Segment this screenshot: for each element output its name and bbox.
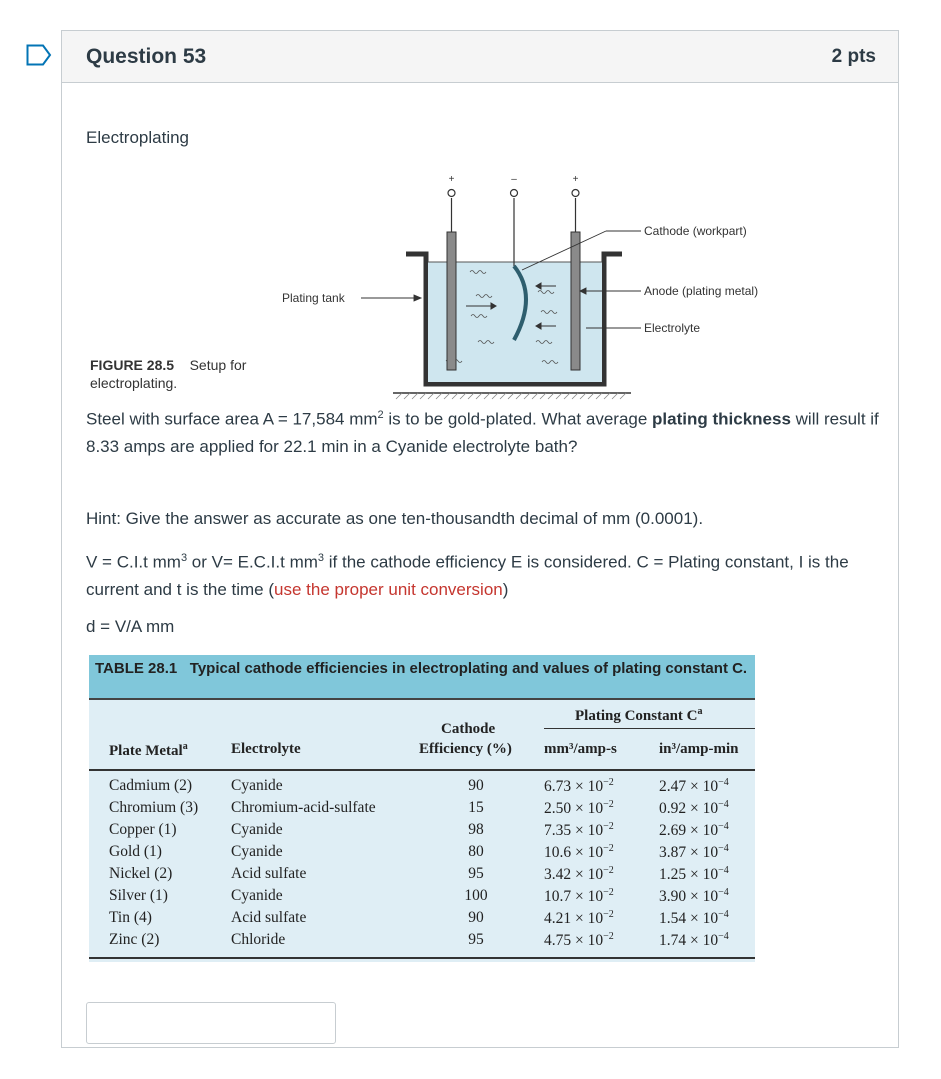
table-cell-electrolyte: Acid sulfate: [231, 865, 307, 882]
table-cell-electrolyte: Cyanide: [231, 887, 283, 904]
question-points: 2 pts: [831, 45, 876, 67]
table-cell-in-constant: $2.69 \times 10^{-4}$: [659, 821, 729, 840]
hint-text: Hint: Give the answer as accurate as one ten-thousandth decimal of mm (0.0001).: [86, 509, 704, 528]
table-cell-metal: Gold (1): [109, 843, 162, 860]
cathode-header-2: Efficiency (%): [419, 741, 512, 757]
figure-caption: [90, 356, 270, 392]
plate-metal-header: Plate Metal$^a$: [109, 741, 188, 759]
table-cell-electrolyte: Cyanide: [231, 843, 283, 860]
table-cell-efficiency: 90: [468, 909, 484, 926]
table-cell-mm-constant: $3.42 \times 10^{-2}$: [544, 865, 614, 884]
table-cell-metal: Zinc (2): [109, 931, 160, 948]
table-cell-in-constant: $3.87 \times 10^{-4}$: [659, 843, 729, 862]
figure-caption-text: Setup for electroplating.: [90, 357, 247, 391]
table-cell-efficiency: 95: [468, 865, 484, 882]
cathode-header-1: Cathode: [441, 721, 496, 737]
table-cell-efficiency: 100: [464, 887, 488, 904]
question-header: [62, 31, 898, 83]
table-cell-electrolyte: Cyanide: [231, 777, 283, 794]
table-cell-mm-constant: $4.21 \times 10^{-2}$: [544, 909, 614, 928]
unit-conversion-note: use the proper unit conversion: [274, 579, 503, 599]
table-cell-electrolyte: Cyanide: [231, 821, 283, 838]
table-cell-in-constant: $3.90 \times 10^{-4}$: [659, 887, 729, 906]
table-cell-metal: Cadmium (2): [109, 777, 193, 794]
table-cell-metal: Nickel (2): [109, 865, 173, 882]
anode-left-polarity: +: [448, 174, 455, 185]
cathode-polarity: –: [511, 174, 517, 185]
plating-table: [89, 655, 755, 962]
table-cell-metal: Tin (4): [109, 909, 152, 926]
table-cell-efficiency: 98: [468, 821, 484, 838]
table-title-text: Typical cathode efficiencies in electroplating and values of plating constant C.: [189, 660, 748, 677]
question-card: [61, 30, 899, 1048]
table-cell-metal: Chromium (3): [109, 799, 199, 816]
plating-constant-header: Plating Constant $C^a$: [575, 706, 703, 724]
table-cell-mm-constant: $4.75 \times 10^{-2}$: [544, 931, 614, 950]
question-title: Question 53: [86, 44, 207, 68]
table-cell-mm-constant: $6.73 \times 10^{-2}$: [544, 777, 614, 796]
table-title: [89, 655, 755, 700]
formula-volume: V = C.I.t $mm^3$ or V= E.C.I.t $mm^3$ if the cathode efficiency E is considered. C = Plating constant, I is the current and t is the time (use the proper unit conversion): [86, 552, 849, 599]
table-title-label: TABLE 28.1: [95, 660, 178, 677]
table-cell-efficiency: 95: [468, 931, 484, 948]
table-cell-mm-constant: $10.7 \times 10^{-2}$: [544, 887, 614, 906]
mm-unit-header: mm³/amp-s: [544, 741, 617, 757]
in-unit-header: in³/amp-min: [659, 741, 739, 757]
electrolyte-header: Electrolyte: [231, 741, 301, 757]
problem-statement: Steel with surface area A = 17,584 $mm^2$ is to be gold-plated. What average plating thickness will result if 8.33 amps are applied for 22.1 min in a Cyanide electrolyte bath?: [86, 409, 879, 456]
answer-input[interactable]: [86, 1002, 336, 1044]
table-cell-efficiency: 15: [468, 799, 484, 816]
table-cell-in-constant: $2.47 \times 10^{-4}$: [659, 777, 729, 796]
electrolyte-label: Electrolyte: [644, 321, 701, 335]
table-cell-in-constant: $0.92 \times 10^{-4}$: [659, 799, 729, 818]
table-cell-mm-constant: $7.35 \times 10^{-2}$: [544, 821, 614, 840]
bookmark-flag-icon[interactable]: [26, 44, 52, 66]
anode-label: Anode (plating metal): [644, 284, 759, 298]
table-cell-efficiency: 90: [468, 777, 484, 794]
table-cell-in-constant: $1.25 \times 10^{-4}$: [659, 865, 729, 884]
figure-caption-label: FIGURE 28.5: [90, 357, 175, 373]
table-cell-electrolyte: Acid sulfate: [231, 909, 307, 926]
table-cell-metal: Copper (1): [109, 821, 177, 838]
plating-tank-label: Plating tank: [282, 291, 345, 305]
table-cell-in-constant: $1.74 \times 10^{-4}$: [659, 931, 729, 950]
section-title: Electroplating: [86, 128, 190, 147]
table-cell-in-constant: $1.54 \times 10^{-4}$: [659, 909, 729, 928]
cathode-label: Cathode (workpart): [644, 224, 747, 238]
anode-right-polarity: +: [572, 174, 579, 185]
table-cell-mm-constant: $10.6 \times 10^{-2}$: [544, 843, 614, 862]
formula-thickness: d = V/A mm: [86, 617, 175, 636]
table-cell-electrolyte: Chromium-acid-sulfate: [231, 799, 376, 816]
table-cell-metal: Silver (1): [109, 887, 168, 904]
table-cell-electrolyte: Chloride: [231, 931, 286, 948]
table-cell-efficiency: 80: [468, 843, 484, 860]
table-cell-mm-constant: $2.50 \times 10^{-2}$: [544, 799, 614, 818]
